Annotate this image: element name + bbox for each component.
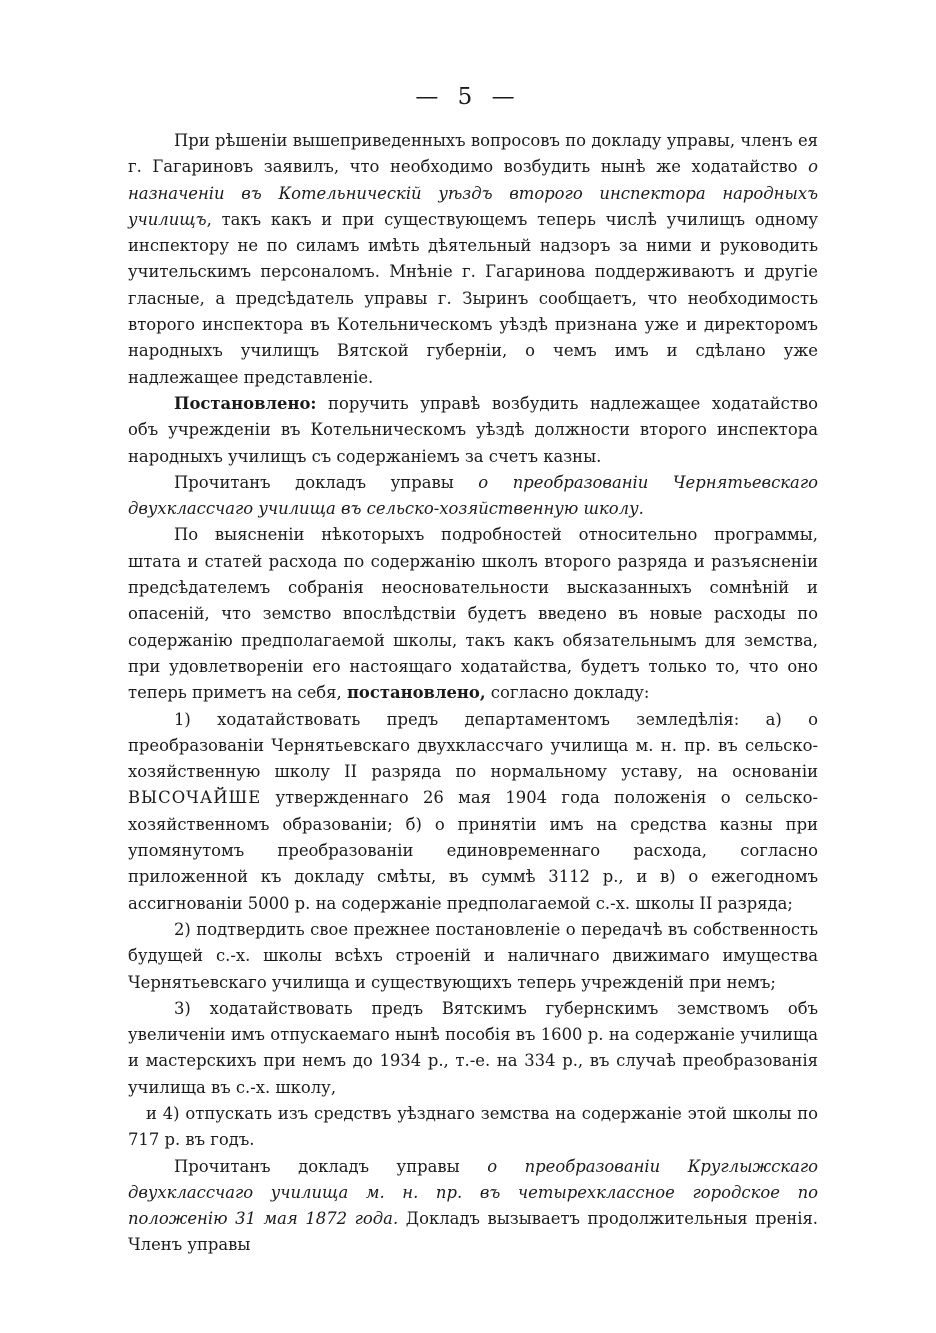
resolution-label: постановлено, [346, 683, 486, 703]
paragraph-text: При рѣшеніи вышеприведенныхъ вопросовъ по докладу управы, членъ ея г. Гагариновъ заявилъ, что необходимо возбудить нынѣ же ходатайство [128, 131, 818, 177]
paragraph-report-kruglyzh [128, 1154, 818, 1259]
list-item-1 [128, 707, 818, 917]
paragraph-text: Прочитанъ докладъ управы [174, 472, 479, 492]
list-item-2 [128, 917, 818, 996]
list-item-4 [128, 1101, 818, 1154]
emphasis-text: о назначеніи въ Котельническій уѣздъ второго инспектора народныхъ училищъ [128, 157, 818, 229]
paragraph-text: и 4) отпускать изъ средствъ уѣзднаго земства на содержаніе этой школы по 717 р. въ годъ. [128, 1103, 818, 1150]
resolution-label: Постановлено: [174, 393, 317, 413]
emphasis-text: о преобразованіи Круглыжскаго двухклассчаго училища м. н. пр. въ четырехклассное городское по положенію 31 мая 1872 года. [128, 1156, 818, 1229]
emphasis-text: о преобразованіи Чернятьевскаго двухклассчаго училища въ сельско-хозяйственную школу. [128, 472, 818, 519]
emphasis-text: ВЫСОЧАЙШЕ [128, 788, 262, 808]
page-body [128, 128, 818, 1259]
paragraph-text: утвержденнаго 26 мая 1904 года положенія о сельско-хозяйственномъ образованіи; б) о принятіи имъ на средства казны при упомянутомъ преобразованіи единовременнаго расхода, согласно приложенной къ докладу смѣты, въ суммѣ 3112 р., и в) о ежегодномъ ассигнованіи 5000 р. на содержаніе предполагаемой с.-х. школы II разряда; [128, 788, 818, 913]
paragraph-text: , такъ какъ и при существующемъ теперь числѣ училищъ одному инспектору не по силамъ имѣть дѣятельный надзоръ за ними и руководить учительскимъ персоналомъ. Мнѣніе г. Гагаринова поддерживаютъ и другіе гласные, а предсѣдатель управы г. Зыринъ сообщаетъ, что необходимость второго инспектора въ Котельническомъ уѣздѣ признана уже и директоромъ народныхъ училищъ Вятской губерніи, о чемъ имъ и сдѣлано уже надлежащее представленіе. [128, 209, 818, 387]
paragraph-text: 1) ходатайствовать предъ департаментомъ земледѣлія: а) о преобразованіи Чернятьевскаго двухклассчаго училища м. н. пр. въ сельско-хозяйственную школу II разряда по нормальному уставу, на основаніи [128, 709, 818, 782]
paragraph-text: Докладъ вызываетъ продолжительныя пренія. Членъ управы [128, 1209, 818, 1255]
paragraph-text: Прочитанъ докладъ управы [174, 1156, 488, 1176]
list-item-3 [128, 996, 818, 1101]
paragraph-gagarinov-inspector [128, 128, 818, 391]
paragraph-resolution-inspector [128, 391, 818, 470]
paragraph-report-chernyatyevo [128, 470, 818, 523]
paragraph-text: согласно докладу: [485, 683, 650, 703]
paragraph-clarification [128, 522, 818, 706]
paragraph-text: По выясненіи нѣкоторыхъ подробностей относительно программы, штата и статей расхода по содержанію школъ второго разряда и разъясненіи предсѣдателемъ собранія неосновательности высказанныхъ сомнѣній и опасеній, что земство впослѣдствіи будетъ введено въ новые расходы по содержанію предполагаемой школы, такъ какъ обязательнымъ для земства, при удовлетвореніи его настоящаго ходатайства, будетъ только то, что оно теперь приметъ на себя, [128, 525, 818, 703]
paragraph-text: поручить управѣ возбудить надлежащее ходатайство объ учрежденіи въ Котельническомъ уѣздѣ должности второго инспектора народныхъ училищъ съ содержаніемъ за счетъ казны. [128, 393, 818, 466]
page-number: — 5 — [415, 84, 521, 110]
paragraph-text: 2) подтвердить свое прежнее постановленіе о передачѣ въ собственность будущей с.-х. школы всѣхъ строеній и наличнаго движимаго имущества Чернятьевскаго училища и существующихъ теперь учрежденій при немъ; [128, 919, 818, 992]
paragraph-text: 3) ходатайствовать предъ Вятскимъ губернскимъ земствомъ объ увеличеніи имъ отпускаемаго нынѣ пособія въ 1600 р. на содержаніе училища и мастерскихъ при немъ до 1934 р., т.-е. на 334 р., въ случаѣ преобразованія училища въ с.-х. школу, [128, 998, 818, 1097]
